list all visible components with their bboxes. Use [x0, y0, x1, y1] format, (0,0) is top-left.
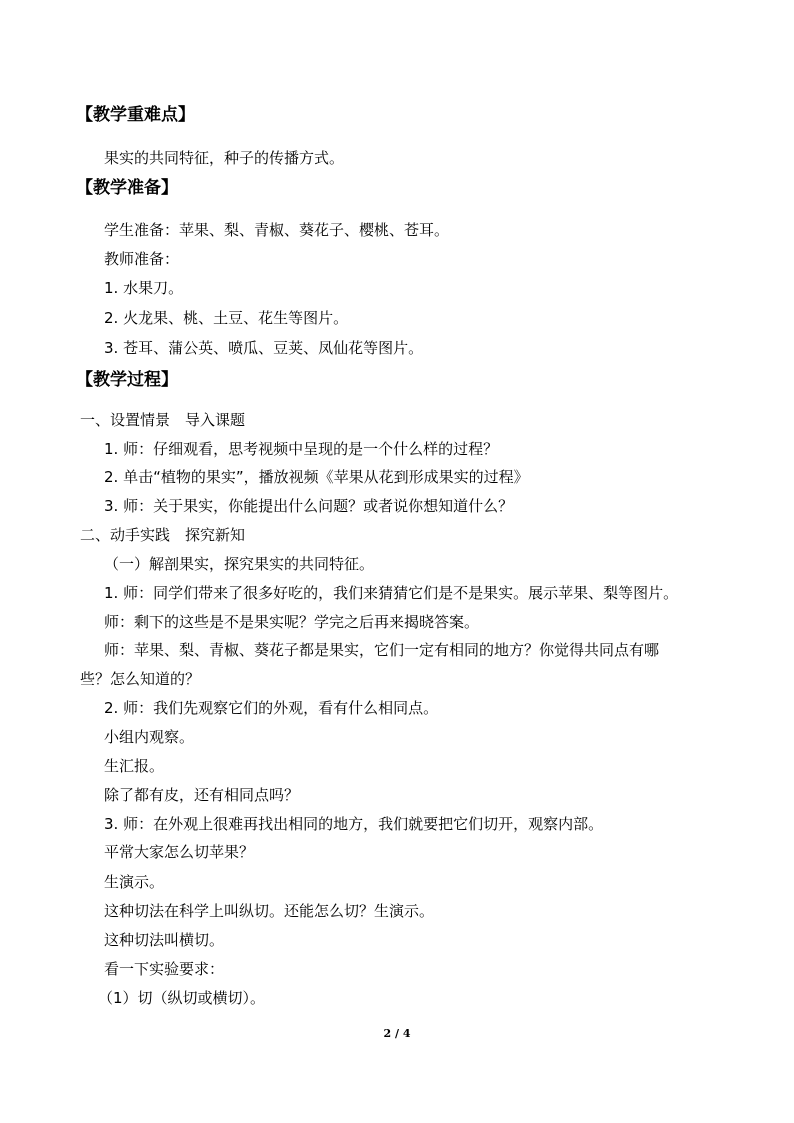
heading-process: 【教学过程】 [76, 370, 178, 390]
process-line: 2. 师：我们先观察它们的外观，看有什么相同点。 [104, 699, 439, 717]
section-1-item: 3. 师：关于果实，你能提出什么问题？或者说你想知道什么？ [104, 497, 514, 515]
process-line: 师：苹果、梨、青椒、葵花子都是果实，它们一定有相同的地方？你觉得共同点有哪 [104, 641, 660, 659]
section-2-title: 二、动手实践 探究新知 [80, 526, 246, 544]
student-preparation: 学生准备：苹果、梨、青椒、葵花子、樱桃、苍耳。 [104, 221, 450, 239]
section-1-title: 一、设置情景 导入课题 [80, 411, 246, 429]
heading-key-points: 【教学重难点】 [76, 105, 195, 125]
process-line: 小组内观察。 [104, 728, 195, 746]
process-line: 3. 师：在外观上很难再找出相同的地方，我们就要把它们切开，观察内部。 [104, 815, 604, 833]
process-line: 平常大家怎么切苹果？ [104, 843, 255, 861]
process-line: （1）切（纵切或横切）。 [98, 989, 266, 1007]
process-line: 些？怎么知道的？ [80, 670, 201, 688]
process-line: 除了都有皮，还有相同点吗？ [104, 786, 300, 804]
section-1-item: 1. 师：仔细观看，思考视频中呈现的是一个什么样的过程？ [104, 440, 499, 458]
key-points-text: 果实的共同特征，种子的传播方式。 [104, 149, 345, 167]
subsection-1-title: （一）解剖果实，探究果实的共同特征。 [104, 555, 375, 573]
process-line: 这种切法叫横切。 [104, 931, 225, 949]
preparation-item: 3. 苍耳、蒲公英、喷瓜、豆荚、凤仙花等图片。 [104, 339, 424, 357]
page-number: 2 / 4 [383, 1027, 411, 1040]
teacher-preparation: 教师准备： [104, 250, 180, 268]
process-line: 师：剩下的这些是不是果实呢？学完之后再来揭晓答案。 [104, 613, 480, 631]
process-line: 1. 师：同学们带来了很多好吃的，我们来猜猜它们是不是果实。展示苹果、梨等图片。 [104, 584, 679, 602]
heading-preparation: 【教学准备】 [76, 178, 178, 198]
process-line: 这种切法在科学上叫纵切。还能怎么切？生演示。 [104, 902, 435, 920]
preparation-item: 1. 水果刀。 [104, 279, 184, 297]
process-line: 看一下实验要求： [104, 960, 225, 978]
process-line: 生汇报。 [104, 757, 165, 775]
process-line: 生演示。 [104, 873, 165, 891]
section-1-item: 2. 单击“植物的果实”，播放视频《苹果从花到形成果实的过程》 [104, 468, 529, 486]
preparation-item: 2. 火龙果、桃、土豆、花生等图片。 [104, 309, 349, 327]
